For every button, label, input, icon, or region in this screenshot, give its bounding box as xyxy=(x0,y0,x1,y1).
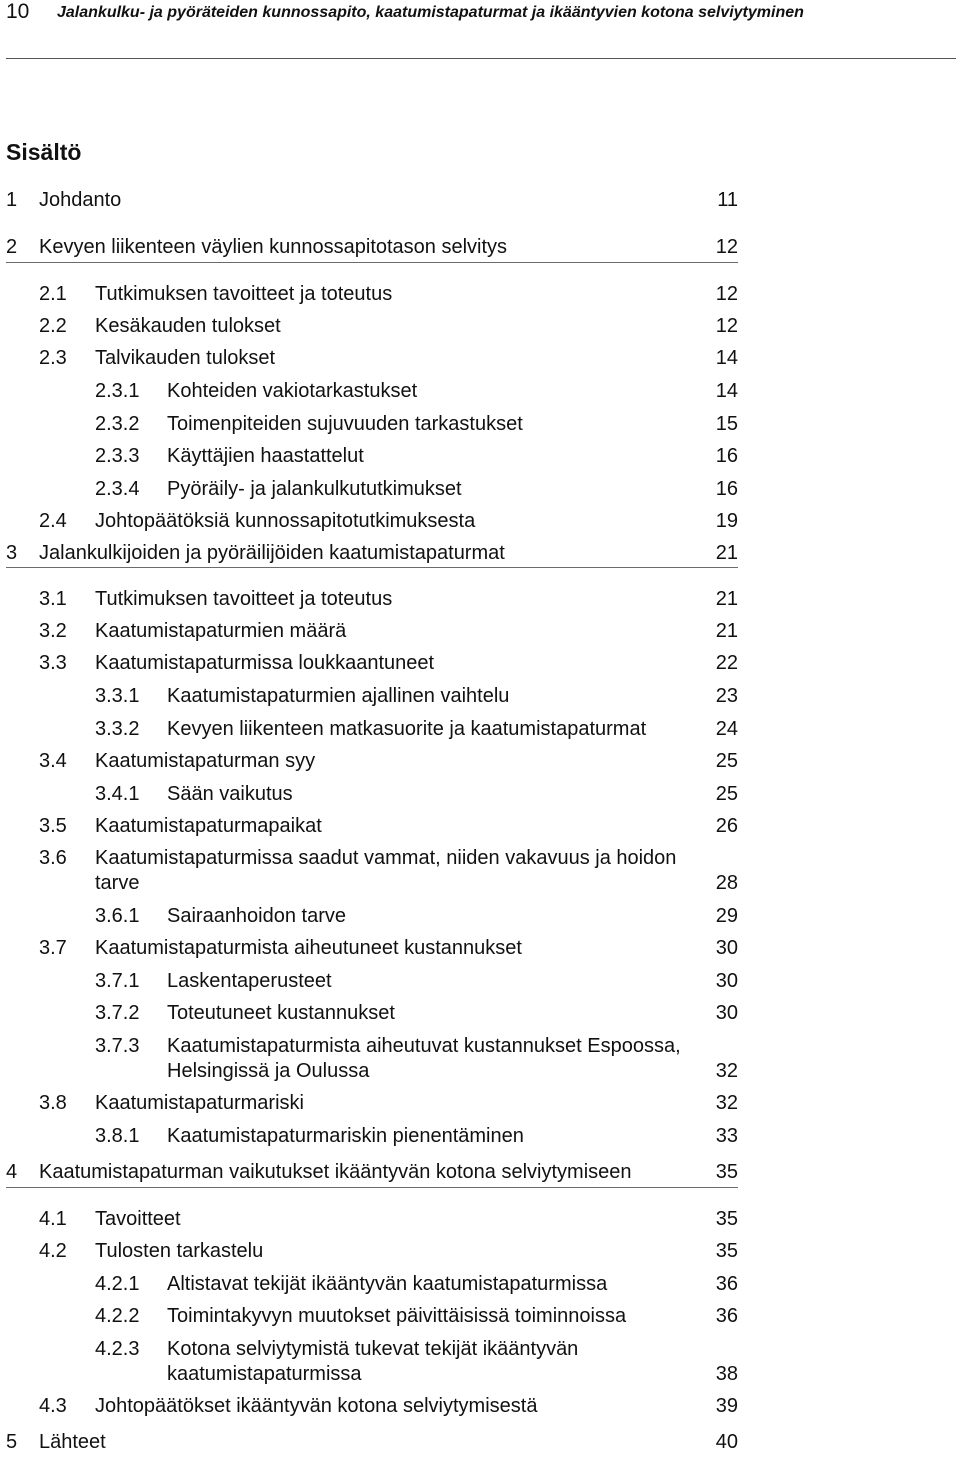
toc-entry-page: 32 xyxy=(715,1060,738,1082)
toc-entry-title: Käyttäjien haastattelut xyxy=(167,445,364,467)
toc-entry-title: Lähteet xyxy=(39,1431,106,1453)
toc-entry-number: 4.2.2 xyxy=(95,1305,140,1327)
toc-entry-page: 30 xyxy=(715,1002,738,1024)
toc-entry-title: Pyöräily- ja jalankulkututkimukset xyxy=(167,478,462,500)
running-header xyxy=(0,0,960,62)
toc-entry-number: 3.1 xyxy=(39,588,67,610)
toc-entry-number: 3.5 xyxy=(39,815,67,837)
toc-entry-title: Kaatumistapaturmien määrä xyxy=(95,620,347,642)
toc-entry-title: Kaatumistapaturmissa saadut vammat, niiden vakavuus ja hoidon xyxy=(95,847,677,869)
toc-entry-title: Altistavat tekijät ikääntyvän kaatumistapaturmissa xyxy=(167,1273,608,1295)
toc-entry-number: 1 xyxy=(6,189,18,211)
toc-entry-page: 30 xyxy=(715,937,738,959)
toc-entry-title: Tutkimuksen tavoitteet ja toteutus xyxy=(95,588,393,610)
toc-entry-title: Tulosten tarkastelu xyxy=(95,1240,264,1262)
toc-entry-page: 21 xyxy=(715,542,738,564)
toc-heading: Sisältö xyxy=(6,139,82,165)
toc-entry-page: 16 xyxy=(715,478,738,500)
toc-entry-number: 3.6.1 xyxy=(95,905,140,927)
toc-entry-title: Kaatumistapaturmariskin pienentäminen xyxy=(167,1125,524,1147)
toc-entry-number: 2.1 xyxy=(39,283,67,305)
toc-entry-page: 36 xyxy=(715,1273,738,1295)
toc-entry-page: 39 xyxy=(715,1395,738,1417)
toc-entry-title: Kaatumistapaturmariski xyxy=(95,1092,304,1114)
toc-entry-number: 3.4 xyxy=(39,750,67,772)
toc-entry-number: 2.3.3 xyxy=(95,445,140,467)
toc-entry-page: 12 xyxy=(715,283,738,305)
toc-entry-number: 3.7 xyxy=(39,937,67,959)
toc-entry-title: Kaatumistapaturmista aiheutuneet kustannukset xyxy=(95,937,522,959)
toc-entry-number: 4.2 xyxy=(39,1240,67,1262)
toc-entry-page: 35 xyxy=(715,1208,738,1230)
toc-entry-page: 16 xyxy=(715,445,738,467)
toc-entry-title: Tavoitteet xyxy=(95,1208,181,1230)
toc-entry-title: Tutkimuksen tavoitteet ja toteutus xyxy=(95,283,393,305)
toc-entry-number: 3.3.2 xyxy=(95,718,140,740)
toc-entry-number: 3.8 xyxy=(39,1092,67,1114)
toc-entry-title: Toimintakyvyn muutokset päivittäisissä toiminnoissa xyxy=(167,1305,627,1327)
toc-entry-title: Talvikauden tulokset xyxy=(95,347,276,369)
chapter-divider xyxy=(6,262,738,263)
toc-entry-number: 2.3.4 xyxy=(95,478,140,500)
toc-entry-page: 30 xyxy=(715,970,738,992)
toc-entry-title: Sään vaikutus xyxy=(167,783,293,805)
header-rule xyxy=(6,58,956,59)
toc-entry-number: 4.2.3 xyxy=(95,1338,140,1360)
toc-entry-number: 2.3 xyxy=(39,347,67,369)
toc-entry-title: Toteutuneet kustannukset xyxy=(167,1002,395,1024)
toc-entry-page: 38 xyxy=(715,1363,738,1385)
toc-entry-page: 25 xyxy=(715,783,738,805)
toc-entry-number: 3.7.3 xyxy=(95,1035,140,1057)
toc-entry-title: Kaatumistapaturman syy xyxy=(95,750,316,772)
toc-entry-page: 12 xyxy=(715,236,738,258)
toc-entry-title: kaatumistapaturmissa xyxy=(167,1363,362,1385)
toc-entry-title: Kevyen liikenteen väylien kunnossapitotason selvitys xyxy=(39,236,508,258)
toc-entry-title: Jalankulkijoiden ja pyöräilijöiden kaatumistapaturmat xyxy=(39,542,505,564)
toc-entry-page: 25 xyxy=(715,750,738,772)
toc-entry-number: 3.6 xyxy=(39,847,67,869)
toc-entry-number: 3.7.2 xyxy=(95,1002,140,1024)
toc-entry-page: 35 xyxy=(715,1161,738,1183)
toc-entry-number: 3.3 xyxy=(39,652,67,674)
toc-entry-number: 2 xyxy=(6,236,18,258)
toc-entry-page: 21 xyxy=(715,620,738,642)
toc-entry-page: 33 xyxy=(715,1125,738,1147)
toc-entry-title: Kesäkauden tulokset xyxy=(95,315,281,337)
toc-entry-title: Helsingissä ja Oulussa xyxy=(167,1060,370,1082)
toc-entry-number: 3 xyxy=(6,542,18,564)
toc-entry-page: 32 xyxy=(715,1092,738,1114)
toc-entry-number: 2.3.1 xyxy=(95,380,140,402)
toc-entry-page: 22 xyxy=(715,652,738,674)
toc-entry-number: 4.1 xyxy=(39,1208,67,1230)
toc-entry-page: 19 xyxy=(715,510,738,532)
page-number: 10 xyxy=(6,0,30,23)
toc-entry-page: 14 xyxy=(715,380,738,402)
toc-entry-title: Johtopäätöksiä kunnossapitotutkimuksesta xyxy=(95,510,476,532)
toc-entry-number: 5 xyxy=(6,1431,18,1453)
toc-entry-page: 23 xyxy=(715,685,738,707)
toc-entry-title: Sairaanhoidon tarve xyxy=(167,905,347,927)
toc-entry-title: Kaatumistapaturmien ajallinen vaihtelu xyxy=(167,685,510,707)
toc-entry-page: 35 xyxy=(715,1240,738,1262)
toc-entry-title: Johtopäätökset ikääntyvän kotona selviytymisestä xyxy=(95,1395,538,1417)
toc-entry-title: Kaatumistapaturmissa loukkaantuneet xyxy=(95,652,435,674)
toc-entry-page: 40 xyxy=(715,1431,738,1453)
toc-entry-number: 4.3 xyxy=(39,1395,67,1417)
toc-entry-title: Kaatumistapaturmista aiheutuvat kustannukset Espoossa, xyxy=(167,1035,681,1057)
toc-entry-page: 24 xyxy=(715,718,738,740)
toc-entry-page: 15 xyxy=(715,413,738,435)
toc-entry-title: Laskentaperusteet xyxy=(167,970,332,992)
toc-entry-page: 28 xyxy=(715,872,738,894)
toc-entry-page: 21 xyxy=(715,588,738,610)
toc-entry-page: 11 xyxy=(717,189,738,211)
toc-entry-number: 4 xyxy=(6,1161,18,1183)
toc-entry-title: Kotona selviytymistä tukevat tekijät ikääntyvän xyxy=(167,1338,579,1360)
toc-entry-page: 12 xyxy=(715,315,738,337)
toc-entry-number: 3.2 xyxy=(39,620,67,642)
toc-entry-number: 3.4.1 xyxy=(95,783,140,805)
toc-entry-number: 3.8.1 xyxy=(95,1125,140,1147)
toc-entry-title: Toimenpiteiden sujuvuuden tarkastukset xyxy=(167,413,523,435)
toc-entry-number: 4.2.1 xyxy=(95,1273,140,1295)
toc-entry-number: 3.3.1 xyxy=(95,685,140,707)
chapter-divider xyxy=(6,567,738,568)
toc-entry-title: Johdanto xyxy=(39,189,122,211)
toc-entry-page: 36 xyxy=(715,1305,738,1327)
toc-entry-number: 3.7.1 xyxy=(95,970,140,992)
toc-entry-title: Kohteiden vakiotarkastukset xyxy=(167,380,418,402)
toc-entry-title: Kevyen liikenteen matkasuorite ja kaatumistapaturmat xyxy=(167,718,647,740)
toc-entry-number: 2.3.2 xyxy=(95,413,140,435)
toc-entry-page: 29 xyxy=(715,905,738,927)
chapter-divider xyxy=(6,1187,738,1188)
toc-entry-page: 26 xyxy=(715,815,738,837)
toc-entry-number: 2.2 xyxy=(39,315,67,337)
toc-entry-title: tarve xyxy=(95,872,140,894)
toc-entry-title: Kaatumistapaturman vaikutukset ikääntyvän kotona selviytymiseen xyxy=(39,1161,632,1183)
toc-entry-page: 14 xyxy=(715,347,738,369)
toc-entry-title: Kaatumistapaturmapaikat xyxy=(95,815,322,837)
toc-entry-number: 2.4 xyxy=(39,510,67,532)
running-title: Jalankulku- ja pyöräteiden kunnossapito, kaatumistapaturmat ja ikääntyvien kotona selviytyminen xyxy=(57,4,804,21)
